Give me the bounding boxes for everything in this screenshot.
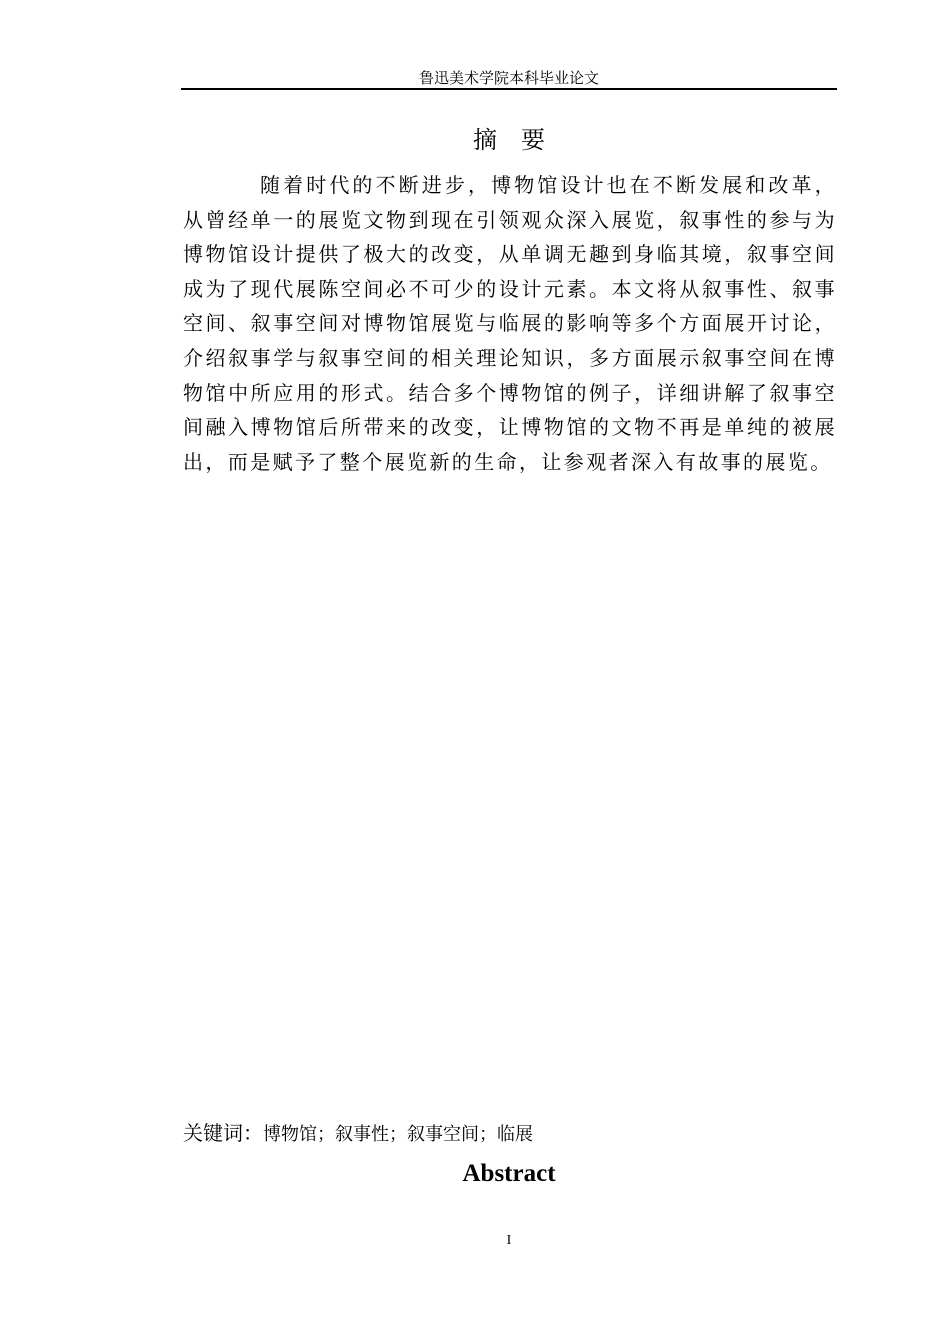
abstract-title: 摘要: [473, 126, 569, 154]
running-header: 鲁迅美术学院本科毕业论文: [418, 69, 599, 87]
abstract-body: 随着时代的不断进步，博物馆设计也在不断发展和改革，从曾经单一的展览文物到现在引领观众深入展览，叙事性的参与为博物馆设计提供了极大的改变，从单调无趣到身临其境，叙事空间成为了现代展陈空间必不可少的设计元素。本文将从叙事性、叙事空间、叙事空间对博物馆展览与临展的影响等多个方面展开讨论，介绍叙事学与叙事空间的相关理论知识，多方面展示叙事空间在博物馆中所应用的形式。结合多个博物馆的例子，详细讲解了叙事空间融入博物馆后所带来的改变，让博物馆的文物不再是单纯的被展出，而是赋予了整个展览新的生命，让参观者深入有故事的展览。: [183, 173, 837, 474]
keywords-label: 关键词：: [183, 1121, 263, 1145]
abstract-en-title: Abstract: [462, 1160, 556, 1187]
header-rule: [181, 88, 837, 90]
page-number: I: [506, 1233, 512, 1248]
keywords-value: 博物馆；叙事性；叙事空间；临展: [263, 1124, 533, 1145]
keywords-line: [183, 1119, 837, 1149]
